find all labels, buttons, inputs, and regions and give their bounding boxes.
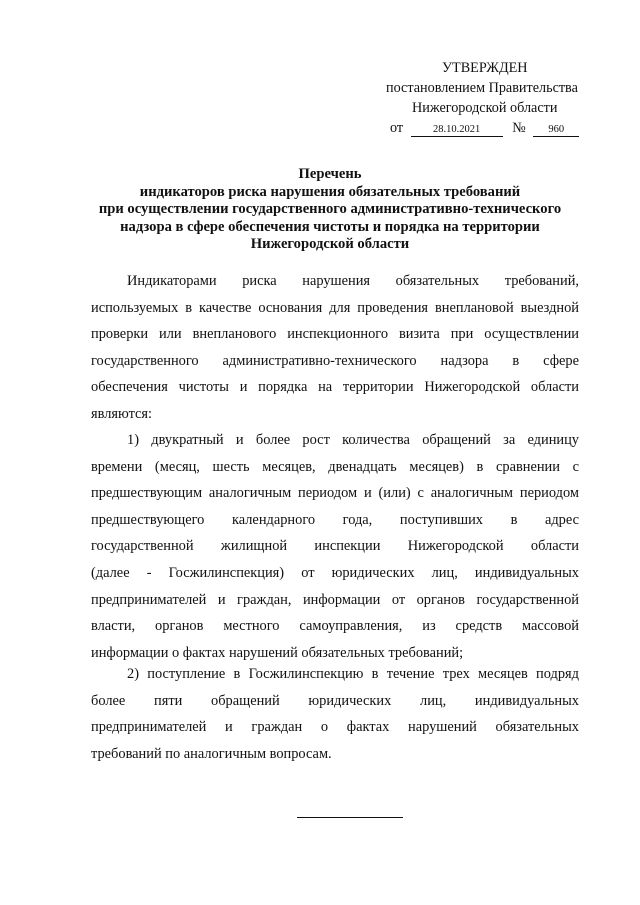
- title-line: при осуществлении государственного административно-технического: [98, 201, 562, 217]
- text-line: информации о фактах нарушений обязательных требований;: [91, 644, 464, 661]
- text-line: 1) двукратный и более рост количества обращений за единицу: [127, 432, 579, 448]
- approval-authority: постановлением Правительства: [386, 80, 578, 96]
- intro-paragraph: [91, 268, 579, 428]
- item-1-paragraph: [91, 427, 579, 666]
- text-line: используемых в качестве основания для проведения внеплановой выездной: [91, 299, 579, 316]
- text-line: предпринимателей и граждан, информации от органов государственной: [91, 591, 579, 608]
- text-line: государственной жилищной инспекции Нижегородской области: [91, 538, 579, 555]
- approval-date-number-line: [390, 118, 579, 138]
- number-sign: №: [512, 120, 526, 136]
- title-line: Нижегородской области: [250, 236, 410, 252]
- closing-rule: [297, 817, 403, 818]
- text-line: Индикаторами риска нарушения обязательных требований,: [127, 273, 579, 289]
- text-line: времени (месяц, шесть месяцев, двенадцать месяцев) в сравнении с: [91, 458, 579, 475]
- text-line: предшествующего календарного года, поступивших в адрес: [91, 511, 579, 528]
- text-line: предшествующим аналогичным периодом и (или) с аналогичным периодом: [91, 485, 579, 502]
- text-line: власти, органов местного самоуправления, из средств массовой: [91, 618, 579, 635]
- approval-number: 960: [533, 123, 579, 137]
- title-line: надзора в сфере обеспечения чистоты и порядка на территории: [120, 218, 540, 235]
- text-line: предпринимателей и граждан о фактах нарушений обязательных: [91, 719, 579, 736]
- title-line: Перечень: [298, 166, 362, 182]
- title-line: индикаторов риска нарушения обязательных требований: [139, 183, 521, 200]
- text-line: государственного административно-технического надзора в сфере: [91, 352, 579, 369]
- text-line: более пяти обращений юридических лиц, индивидуальных: [91, 692, 579, 709]
- from-label: от: [390, 120, 404, 136]
- approval-date: 28.10.2021: [411, 123, 503, 137]
- item-2-paragraph: [91, 661, 579, 767]
- text-line: требований по аналогичным вопросам.: [91, 745, 332, 762]
- text-line: проверки или внепланового инспекционного визита при осуществлении: [91, 326, 579, 343]
- text-line: являются:: [91, 405, 153, 422]
- document-title: [80, 166, 580, 254]
- text-line: обеспечения чистоты и порядка на территории Нижегородской области: [91, 379, 579, 396]
- approval-stamp: УТВЕРЖДЕН: [442, 60, 528, 76]
- text-line: 2) поступление в Госжилинспекцию в течение трех месяцев подряд: [127, 666, 579, 682]
- text-line: (далее - Госжилинспекция) от юридических лиц, индивидуальных: [91, 564, 579, 581]
- approval-region: Нижегородской области: [412, 100, 558, 116]
